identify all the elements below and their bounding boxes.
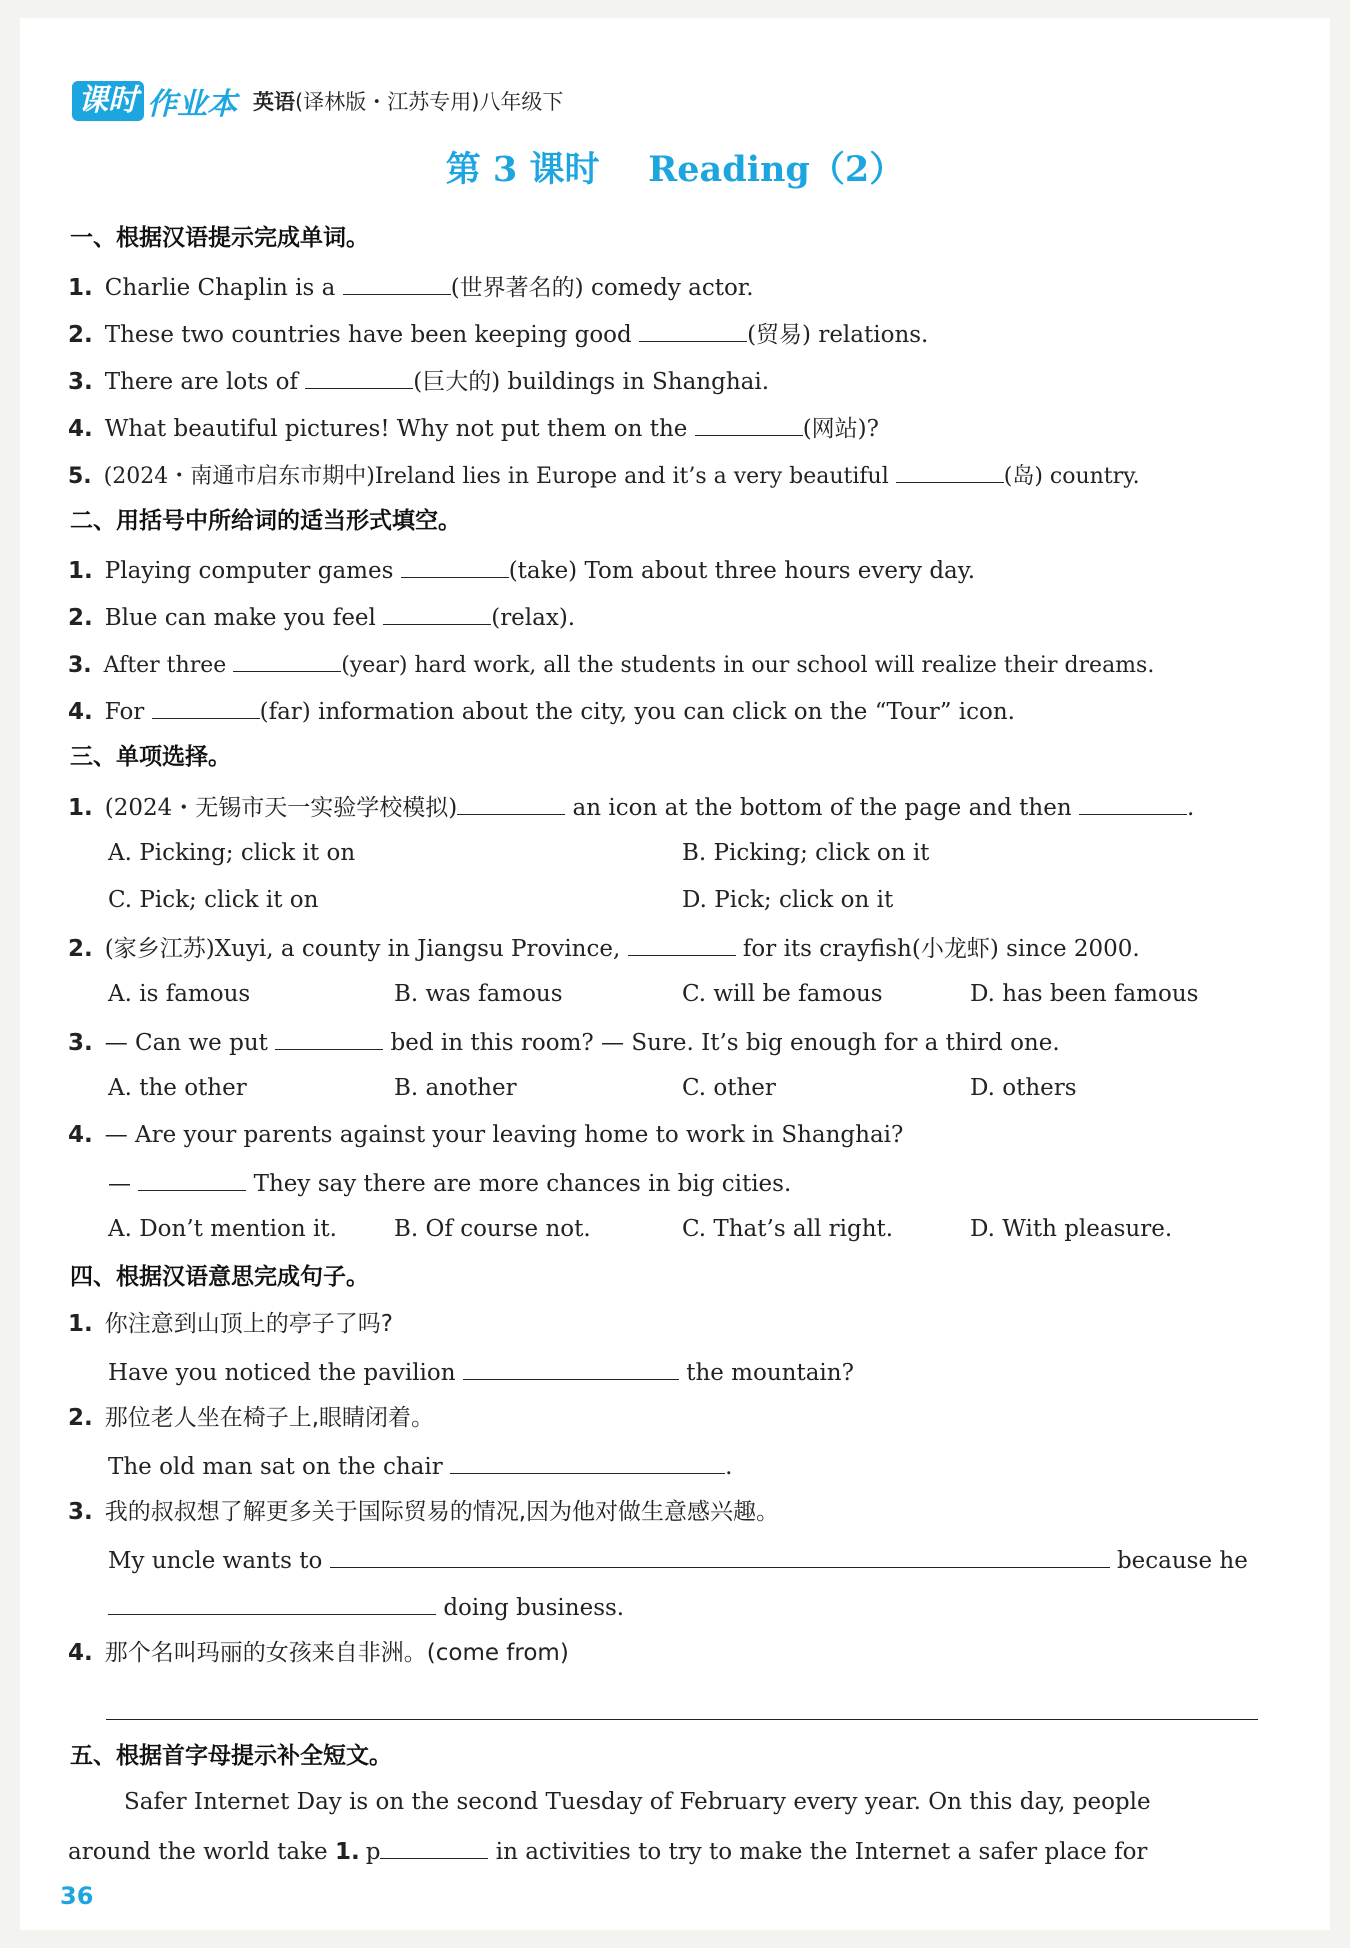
answer-blank[interactable] — [305, 364, 413, 389]
part4-q4-zh — [68, 1637, 569, 1669]
question-text-after: They say there are more chances in big cities. — [253, 1171, 792, 1197]
question-number: 3. — [68, 1030, 93, 1056]
question-text: Charlie Chaplin is a — [104, 275, 336, 301]
question-text-after: (世界著名的) comedy actor. — [450, 275, 754, 301]
question-text-after: (far) information about the city, you can click on the “Tour” icon. — [259, 699, 1015, 725]
question-number: 3. — [68, 369, 93, 395]
section-5-heading: 五、根据首字母提示补全短文。 — [70, 1743, 392, 1769]
option-b[interactable]: B. was famous — [394, 981, 563, 1007]
answer-blank[interactable] — [383, 600, 491, 625]
question-number: 2. — [68, 936, 93, 962]
blank-number: 1. — [334, 1839, 360, 1865]
option-a[interactable]: A. is famous — [108, 981, 251, 1007]
question-text-after: (巨大的) buildings in Shanghai. — [413, 369, 770, 395]
question-number: 1. — [68, 1311, 93, 1337]
sentence-end: . — [725, 1454, 733, 1480]
option-a[interactable]: A. Don’t mention it. — [108, 1216, 337, 1242]
part4-q1-en — [108, 1355, 854, 1389]
question-text-end: . — [1186, 795, 1195, 821]
part4-q3-en-cont — [108, 1590, 624, 1624]
section-1-heading: 一、根据汉语提示完成单词。 — [70, 225, 369, 251]
option-d[interactable]: D. others — [970, 1075, 1077, 1101]
section-2-heading: 二、用括号中所给词的适当形式填空。 — [70, 508, 461, 534]
question-number: 3. — [68, 653, 92, 678]
question-number: 1. — [68, 795, 93, 821]
part1-q1 — [68, 270, 754, 304]
part4-q3-zh — [68, 1496, 779, 1528]
answer-line-blank[interactable] — [106, 1719, 1258, 1720]
answer-blank[interactable] — [152, 694, 260, 719]
question-text-after: bed in this room? — [390, 1030, 594, 1056]
header-edition: (译林版・江苏专用)八年级下 — [295, 90, 564, 114]
part1-q5 — [68, 458, 1140, 493]
question-text: Blue can make you feel — [104, 605, 376, 631]
part3-q4-reply — [108, 1166, 791, 1200]
answer-blank[interactable] — [457, 790, 565, 815]
answer-blank[interactable] — [695, 411, 803, 436]
option-a[interactable]: A. Picking; click it on — [108, 840, 356, 866]
option-c[interactable]: C. That’s all right. — [682, 1216, 894, 1242]
answer-blank[interactable] — [330, 1543, 1110, 1568]
question-text: — Are your parents against your leaving home to work in Shanghai? — [104, 1122, 904, 1148]
passage-line-2 — [68, 1834, 1147, 1868]
question-text: — Can we put — [104, 1030, 268, 1056]
sentence-middle: because he — [1116, 1548, 1248, 1574]
part1-q2 — [68, 317, 928, 351]
question-number: 3. — [68, 1499, 93, 1525]
part2-q4 — [68, 694, 1015, 728]
option-b[interactable]: B. Picking; click on it — [682, 840, 930, 866]
answer-blank[interactable] — [463, 1355, 679, 1380]
part4-q2-zh — [68, 1402, 434, 1434]
question-text: After three — [103, 653, 227, 678]
part3-q2 — [68, 931, 1140, 965]
option-b[interactable]: B. another — [394, 1075, 517, 1101]
answer-blank[interactable] — [138, 1166, 246, 1191]
question-text: For — [104, 699, 145, 725]
question-text: There are lots of — [104, 369, 298, 395]
chinese-prompt: 那个名叫玛丽的女孩来自非洲。(come from) — [104, 1640, 569, 1666]
question-number: 2. — [68, 1405, 93, 1431]
answer-blank[interactable] — [628, 931, 736, 956]
lesson-title: 第 3 课时 Reading（2） — [445, 149, 905, 190]
question-text: Playing computer games — [104, 558, 394, 584]
part4-q3-en — [108, 1543, 1248, 1577]
answer-blank[interactable] — [108, 1590, 436, 1615]
logo-text: 作业本 — [147, 87, 237, 122]
option-d[interactable]: D. With pleasure. — [970, 1216, 1173, 1242]
logo-chip: 课时 — [72, 81, 144, 121]
answer-blank[interactable] — [1079, 790, 1187, 815]
passage-line-1: Safer Internet Day is on the second Tuesday of February every year. On this day, people — [124, 1789, 1151, 1815]
part2-q2 — [68, 600, 575, 634]
answer-blank[interactable] — [275, 1025, 383, 1050]
logo — [72, 79, 253, 123]
chinese-prompt: 那位老人坐在椅子上,眼睛闭着。 — [104, 1405, 435, 1431]
question-text-after: for its crayfish(小龙虾) since 2000. — [742, 936, 1140, 962]
question-text: (家乡江苏)Xuyi, a county in Jiangsu Province, — [104, 936, 621, 962]
question-number: 2. — [68, 605, 93, 631]
question-text-after: (岛) country. — [1003, 464, 1140, 489]
chinese-prompt: 我的叔叔想了解更多关于国际贸易的情况,因为他对做生意感兴趣。 — [104, 1499, 780, 1525]
option-b[interactable]: B. Of course not. — [394, 1216, 591, 1242]
part4-q1-zh — [68, 1308, 393, 1340]
sentence-start: My uncle wants to — [108, 1548, 323, 1574]
passage-text: in activities to try to make the Internet a safer place for — [495, 1839, 1148, 1865]
question-number: 5. — [68, 464, 92, 489]
answer-blank[interactable] — [450, 1449, 725, 1474]
question-text-after: (贸易) relations. — [747, 322, 929, 348]
part3-q3 — [68, 1025, 1060, 1059]
answer-line: — Sure. It’s big enough for a third one. — [601, 1030, 1060, 1056]
part1-q3 — [68, 364, 769, 398]
question-text: These two countries have been keeping good — [104, 322, 632, 348]
question-number: 4. — [68, 1640, 93, 1666]
part2-q3 — [68, 647, 1154, 682]
question-number: 4. — [68, 416, 93, 442]
question-number: 4. — [68, 699, 93, 725]
part4-q2-en — [108, 1449, 732, 1483]
question-number: 4. — [68, 1122, 93, 1148]
option-c[interactable]: C. will be famous — [682, 981, 883, 1007]
question-text-after: (网站)? — [802, 416, 879, 442]
sentence-start: Have you noticed the pavilion — [108, 1360, 456, 1386]
question-source: (2024・无锡市天一实验学校模拟) — [104, 795, 458, 821]
sentence-end: the mountain? — [686, 1360, 854, 1386]
question-text: What beautiful pictures! Why not put them on the — [104, 416, 688, 442]
question-text-after: (take) Tom about three hours every day. — [508, 558, 976, 584]
sentence-end: doing business. — [443, 1595, 625, 1621]
answer-blank[interactable] — [380, 1834, 488, 1859]
answer-blank[interactable] — [233, 647, 341, 672]
part3-q1 — [68, 790, 1194, 824]
option-d[interactable]: D. Pick; click on it — [682, 887, 894, 913]
question-text: (2024・南通市启东市期中)Ireland lies in Europe and it’s a very beautiful — [103, 464, 889, 489]
part1-q4 — [68, 411, 879, 445]
chinese-prompt: 你注意到山顶上的亭子了吗? — [104, 1311, 393, 1337]
answer-blank[interactable] — [896, 458, 1004, 483]
section-3-heading: 三、单项选择。 — [70, 744, 231, 770]
header-subtitle — [253, 86, 563, 116]
option-c[interactable]: C. Pick; click it on — [108, 887, 319, 913]
section-4-heading: 四、根据汉语意思完成句子。 — [70, 1264, 369, 1290]
question-number: 2. — [68, 322, 93, 348]
option-a[interactable]: A. the other — [108, 1075, 247, 1101]
answer-blank[interactable] — [639, 317, 747, 342]
header — [72, 80, 563, 122]
page-number: 36 — [60, 1882, 94, 1910]
dash: — — [108, 1171, 131, 1197]
question-text: an icon at the bottom of the page and then — [572, 795, 1072, 821]
initial-letter: p — [365, 1839, 381, 1865]
header-subject: 英语 — [253, 90, 295, 114]
question-number: 1. — [68, 558, 93, 584]
option-c[interactable]: C. other — [682, 1075, 776, 1101]
part2-q1 — [68, 553, 975, 587]
sentence-start: The old man sat on the chair — [108, 1454, 443, 1480]
answer-blank[interactable] — [343, 270, 451, 295]
passage-text: around the world take — [68, 1839, 328, 1865]
answer-blank[interactable] — [401, 553, 509, 578]
question-text-after: (year) hard work, all the students in our school will realize their dreams. — [341, 653, 1155, 678]
question-number: 1. — [68, 275, 93, 301]
question-text-after: (relax). — [491, 605, 576, 631]
part3-q4 — [68, 1119, 903, 1151]
option-d[interactable]: D. has been famous — [970, 981, 1199, 1007]
